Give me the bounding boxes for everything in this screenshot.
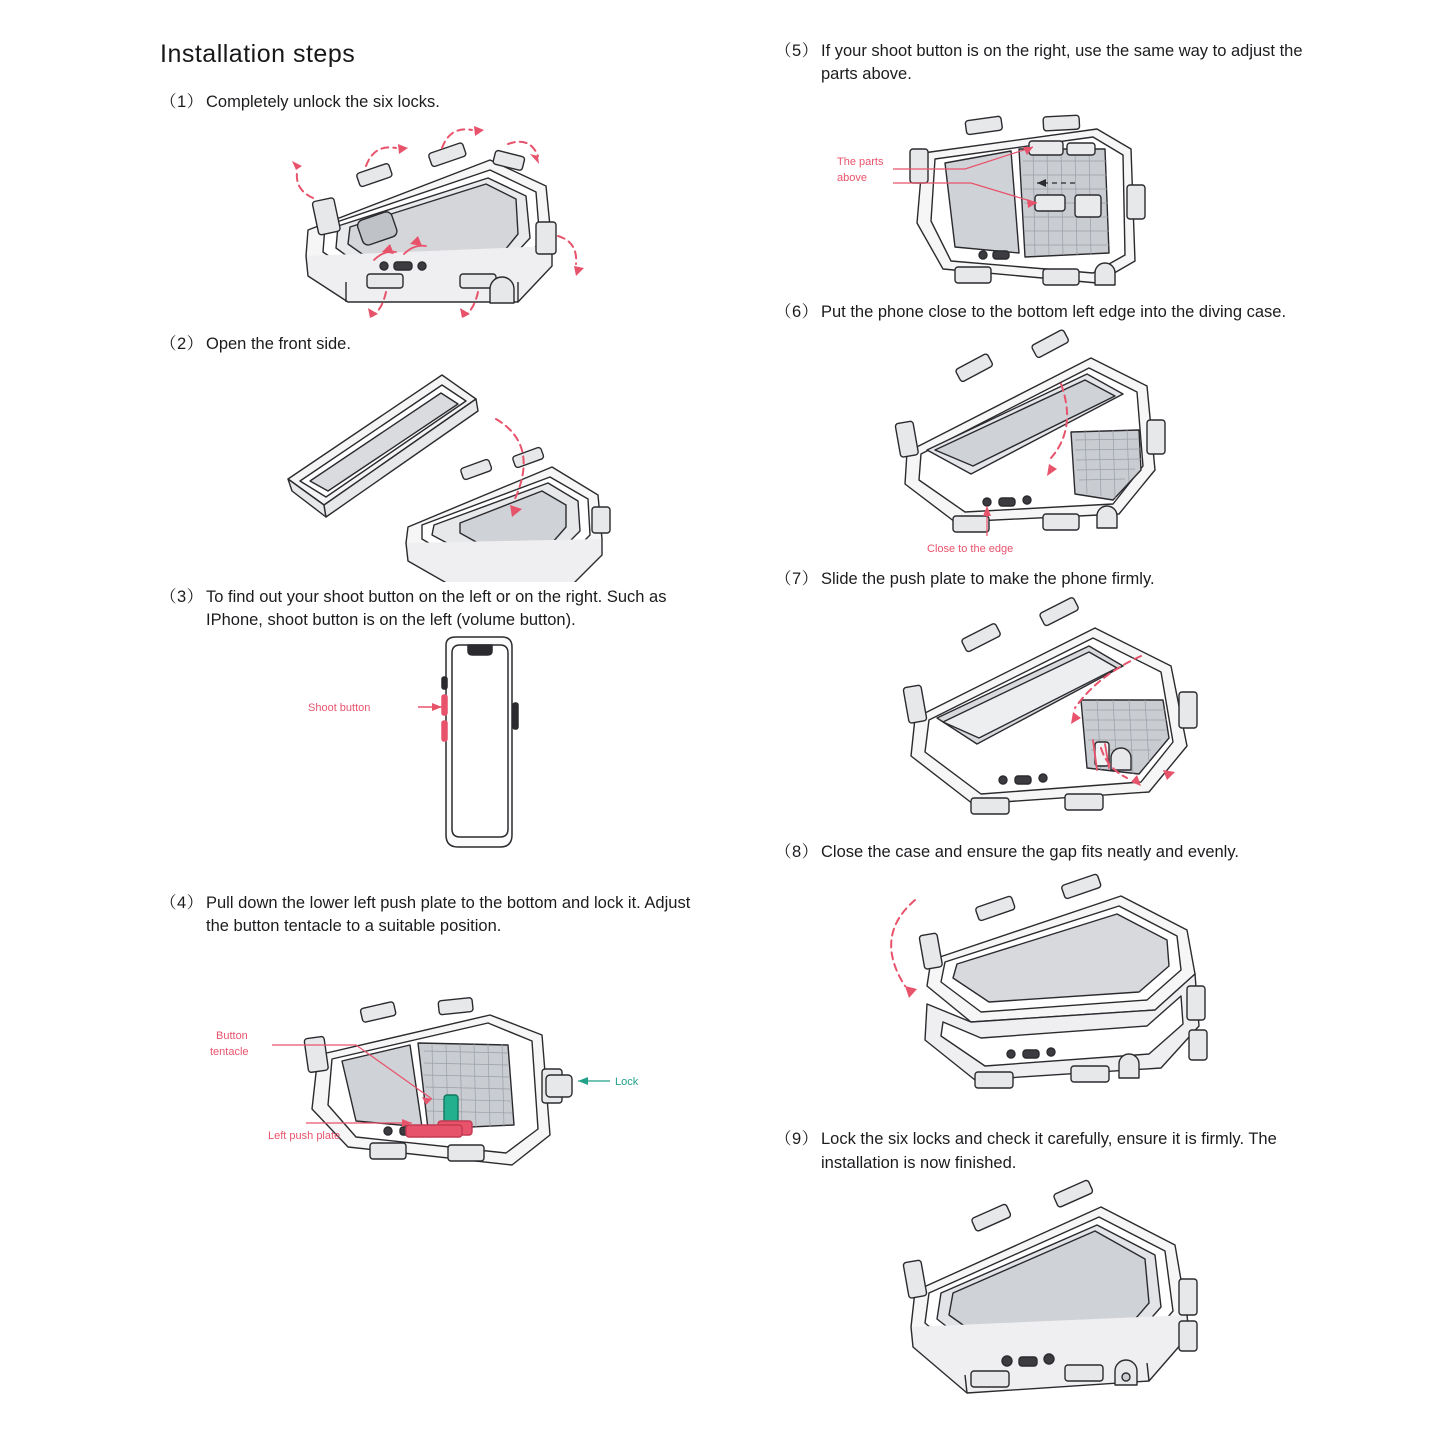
step-8-text: Close the case and ensure the gap fits neatly and evenly. xyxy=(821,842,1239,861)
button-tentacle-label-line1: Button xyxy=(216,1029,248,1042)
step-1-number: （1） xyxy=(160,93,204,111)
step-3 xyxy=(160,586,700,888)
step-8-heading xyxy=(775,841,1335,864)
step-4-text: Pull down the lower left push plate to the bottom and lock it. Adjust the button tentacle to a suitable position. xyxy=(206,893,691,936)
step-2 xyxy=(160,333,700,581)
step-7-text: Slide the push plate to make the phone firmly. xyxy=(821,570,1155,589)
figure-step-3 xyxy=(160,633,700,888)
left-column xyxy=(160,40,700,1203)
step-6-heading xyxy=(775,301,1335,324)
left-push-plate-label: Left push plate xyxy=(268,1129,341,1142)
step-5-text: If your shoot button is on the right, use the same way to adjust the parts above. xyxy=(821,42,1303,84)
step-3-number: （3） xyxy=(160,587,204,606)
step-9-heading xyxy=(775,1128,1335,1175)
case-unlock-six-locks-illustration xyxy=(160,114,700,329)
step-4 xyxy=(160,892,700,1199)
step-5-heading xyxy=(775,40,1335,87)
case-slide-push-plate-illustration xyxy=(775,592,1335,837)
parts-above-label-line1: The parts xyxy=(837,155,884,168)
step-9 xyxy=(775,1128,1335,1405)
step-9-text: Lock the six locks and check it carefully, ensure it is firmly. The installation is now finished. xyxy=(821,1130,1277,1172)
page-title: Installation steps xyxy=(160,40,356,68)
step-3-text: To find out your shoot button on the left or on the right. Such as IPhone, shoot button is on the left (volume button). xyxy=(206,587,667,630)
step-3-heading xyxy=(160,586,700,633)
case-insert-phone-illustration xyxy=(775,324,1335,564)
figure-step-9 xyxy=(775,1175,1335,1405)
step-4-heading xyxy=(160,892,700,939)
case-open-front-side-illustration xyxy=(160,357,700,582)
step-5 xyxy=(775,40,1335,297)
step-5-number: （5） xyxy=(775,42,819,60)
shoot-button-label: Shoot button xyxy=(308,701,371,714)
figure-step-8 xyxy=(775,864,1335,1124)
parts-above-label-line2: above xyxy=(837,171,867,184)
figure-step-5 xyxy=(775,87,1335,297)
step-8-number: （8） xyxy=(775,842,819,861)
step-1-text: Completely unlock the six locks. xyxy=(206,93,440,111)
step-1-heading xyxy=(160,91,700,114)
step-2-text: Open the front side. xyxy=(206,335,351,354)
button-tentacle-label-line2: tentacle xyxy=(210,1045,249,1058)
step-1 xyxy=(160,91,700,329)
step-6-number: （6） xyxy=(775,302,819,321)
figure-step-6 xyxy=(775,324,1335,564)
step-6 xyxy=(775,301,1335,564)
case-parts-above-illustration xyxy=(775,87,1335,297)
step-2-heading xyxy=(160,333,700,356)
right-column xyxy=(775,40,1335,1409)
step-6-text: Put the phone close to the bottom left edge into the diving case. xyxy=(821,302,1287,321)
figure-step-4 xyxy=(160,939,700,1199)
figure-step-7 xyxy=(775,592,1335,837)
case-push-plate-adjust-illustration xyxy=(160,939,700,1199)
case-close-lid-illustration xyxy=(775,864,1335,1124)
step-7-heading xyxy=(775,568,1335,591)
close-to-the-edge-label: Close to the edge xyxy=(927,543,1014,556)
step-2-number: （2） xyxy=(160,335,204,354)
case-finished-illustration xyxy=(775,1175,1335,1405)
step-7 xyxy=(775,568,1335,836)
lock-label: Lock xyxy=(615,1075,639,1088)
figure-step-2 xyxy=(160,357,700,582)
step-7-number: （7） xyxy=(775,570,819,589)
phone-shoot-button-illustration xyxy=(160,633,700,888)
step-4-number: （4） xyxy=(160,893,204,912)
step-9-number: （9） xyxy=(775,1130,819,1149)
figure-step-1 xyxy=(160,114,700,329)
step-8 xyxy=(775,841,1335,1124)
